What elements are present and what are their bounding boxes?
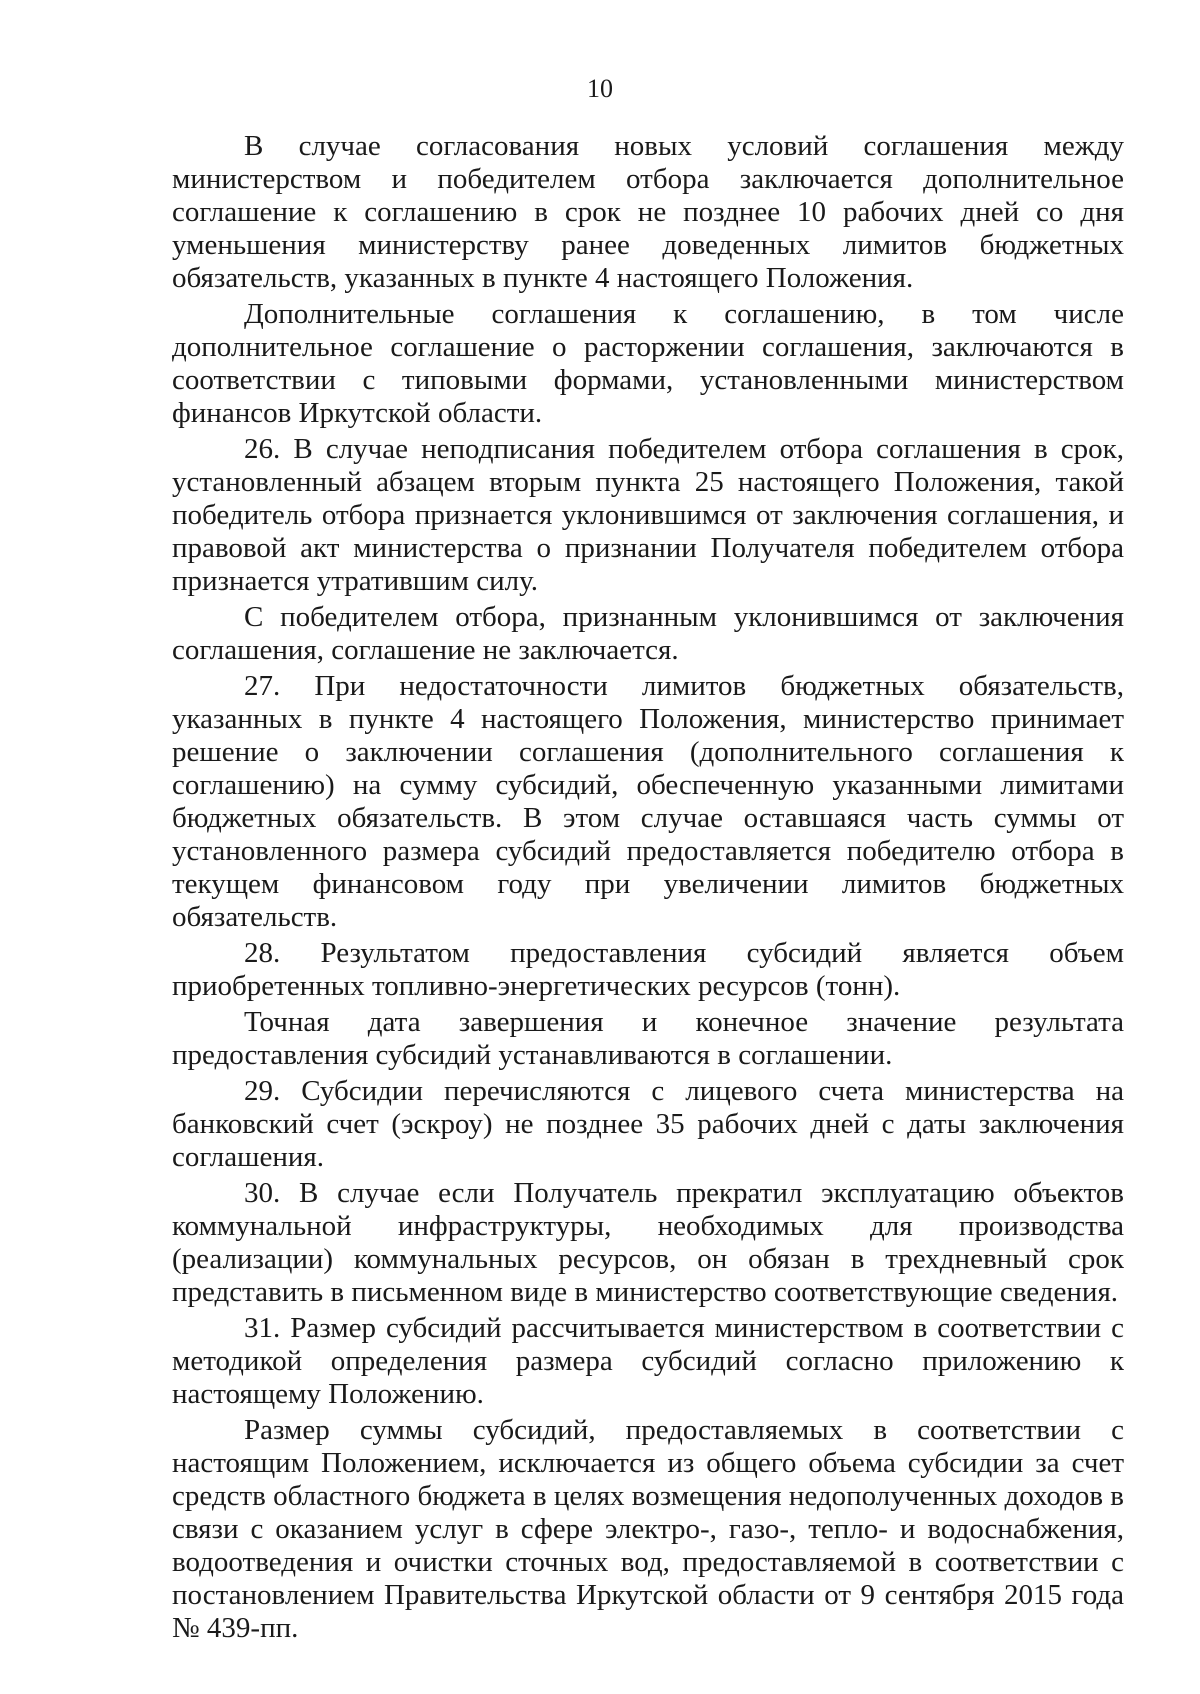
paragraph-clause-30: 30. В случае если Получатель прекратил эксплуатацию объектов коммунальной инфраструктуры, необходимых для производства (реализации) коммунальных ресурсов, он обязан в трехдневный срок представить в письменном виде в министерство соответствующие сведения. [172, 1177, 1124, 1308]
page-number: 10 [587, 74, 613, 103]
paragraph-additional-agreement: В случае согласования новых условий соглашения между министерством и победителем отбора заключается дополнительное соглашение к соглашению в срок не позднее 10 рабочих дней со дня уменьшения министерству ранее доведенных лимитов бюджетных обязательств, указанных в пункте 4 настоящего Положения. [172, 130, 1124, 294]
paragraph-clause-28: 28. Результатом предоставления субсидий является объем приобретенных топливно-энергетических ресурсов (тонн). [172, 937, 1124, 1002]
paragraph-subsidy-amount: Размер суммы субсидий, предоставляемых в соответствии с настоящим Положением, исключается из общего объема субсидии за счет средств областного бюджета в целях возмещения недополученных доходов в связи с оказанием услуг в сфере электро-, газо-, тепло- и водоснабжения, водоотведения и очистки сточных вод, предоставляемой в соответствии с постановлением Правительства Иркутской области от 9 сентября 2015 года № 439-пп. [172, 1414, 1124, 1644]
paragraph-agreement-forms: Дополнительные соглашения к соглашению, в том числе дополнительное соглашение о расторжении соглашения, заключаются в соответствии с типовыми формами, установленными министерством финансов Иркутской области. [172, 298, 1124, 429]
paragraph-result-date: Точная дата завершения и конечное значение результата предоставления субсидий устанавливаются в соглашении. [172, 1006, 1124, 1071]
paragraph-clause-31: 31. Размер субсидий рассчитывается министерством в соответствии с методикой определения размера субсидий согласно приложению к настоящему Положению. [172, 1312, 1124, 1410]
paragraph-clause-29: 29. Субсидии перечисляются с лицевого счета министерства на банковский счет (эскроу) не позднее 35 рабочих дней с даты заключения соглашения. [172, 1075, 1124, 1173]
paragraph-clause-26: 26. В случае неподписания победителем отбора соглашения в срок, установленный абзацем вторым пункта 25 настоящего Положения, такой победитель отбора признается уклонившимся от заключения соглашения, и правовой акт министерства о признании Получателя победителем отбора признается утратившим силу. [172, 433, 1124, 597]
document-body [172, 130, 1124, 1648]
paragraph-evasion: С победителем отбора, признанным уклонившимся от заключения соглашения, соглашение не заключается. [172, 601, 1124, 666]
paragraph-clause-27: 27. При недостаточности лимитов бюджетных обязательств, указанных в пункте 4 настоящего Положения, министерство принимает решение о заключении соглашения (дополнительного соглашения к соглашению) на сумму субсидий, обеспеченную указанными лимитами бюджетных обязательств. В этом случае оставшаяся часть суммы от установленного размера субсидий предоставляется победителю отбора в текущем финансовом году при увеличении лимитов бюджетных обязательств. [172, 670, 1124, 933]
